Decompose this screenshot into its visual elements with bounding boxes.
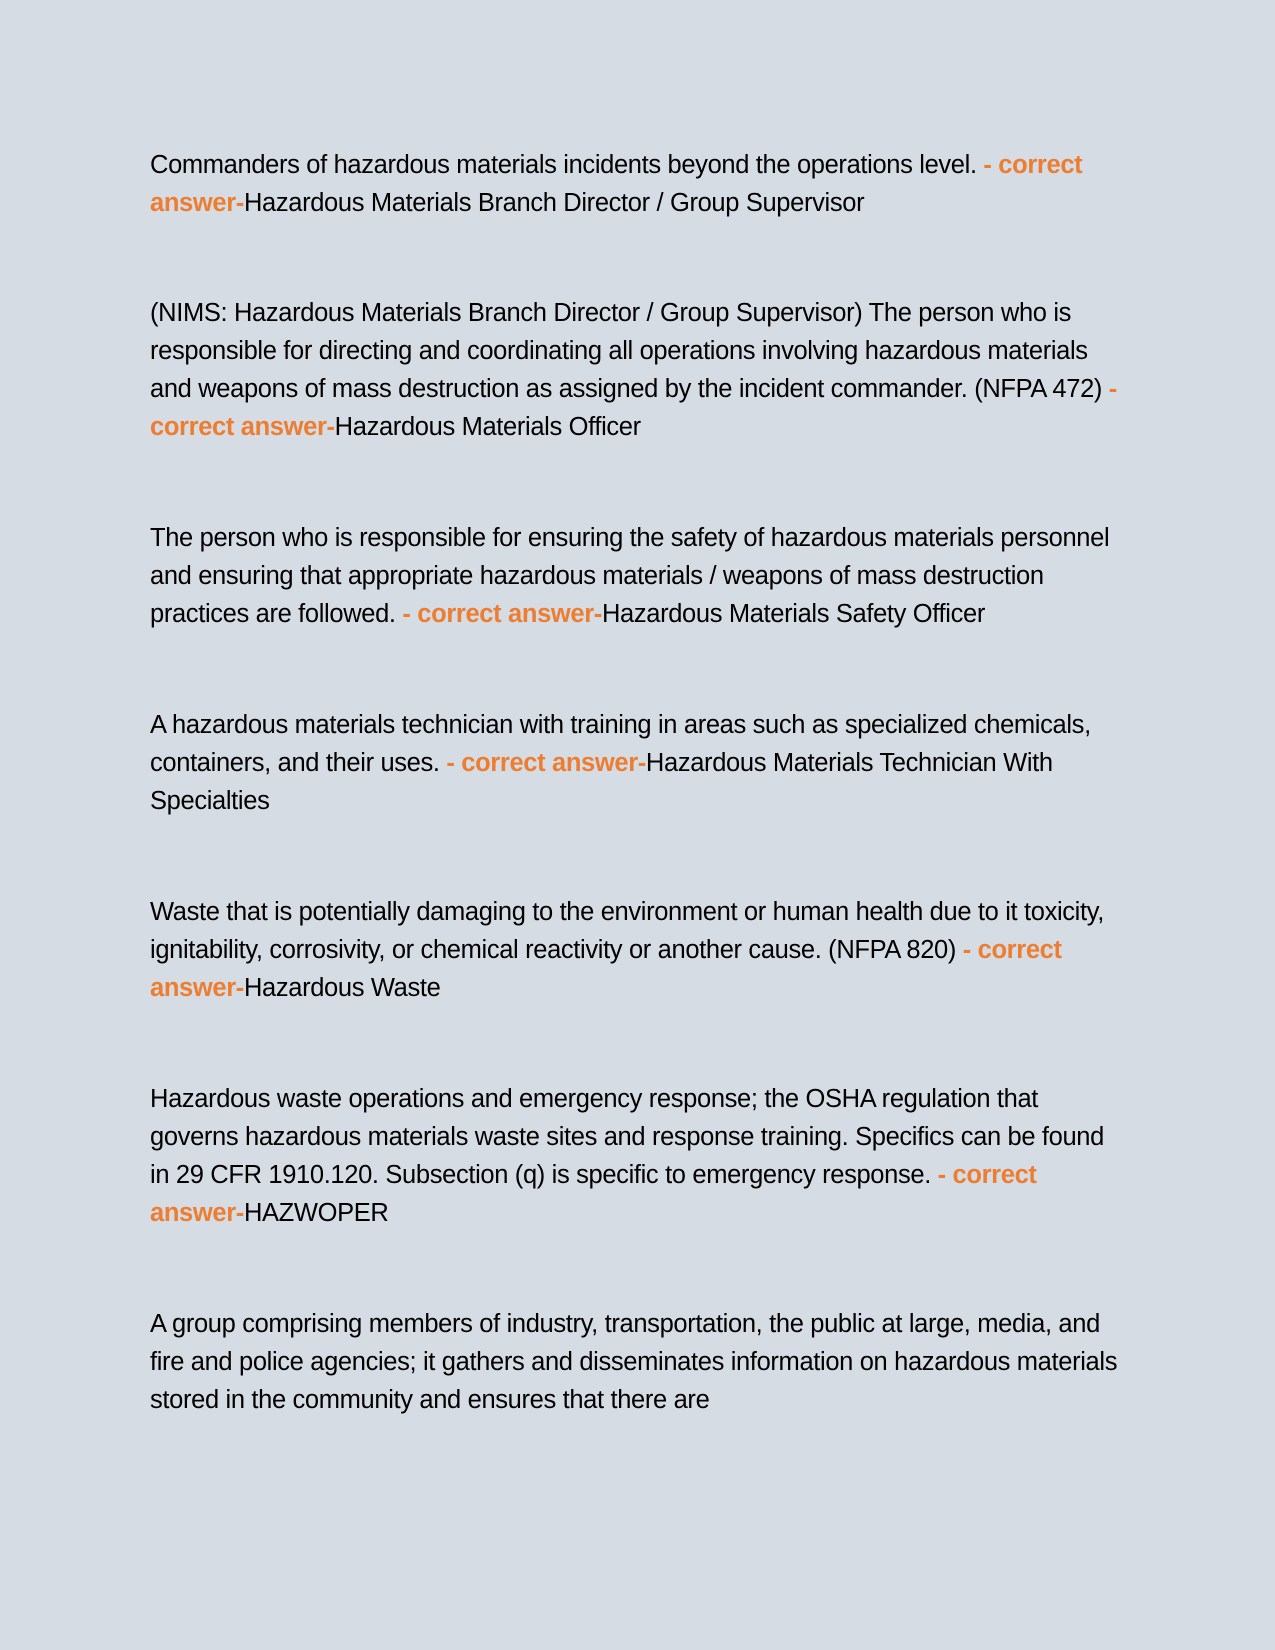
question-text: A hazardous materials technician with training in areas such as specialized chemicals, containers, and their uses.: [150, 711, 1091, 777]
question-text: The person who is responsible for ensuring the safety of hazardous materials personnel and ensuring that appropriate hazardous materials / weapons of mass destruction practices are followed.: [150, 524, 1110, 628]
qa-item: [150, 519, 1125, 633]
question-text: (NIMS: Hazardous Materials Branch Director / Group Supervisor) The person who is responsible for directing and coordinating all operations involving hazardous materials and weapons of mass destruction as assigned by the incident commander. (NFPA 472): [150, 299, 1109, 403]
correct-answer-label: - correct answer-: [150, 1161, 1037, 1227]
correct-answer-label: - correct answer-: [150, 375, 1117, 441]
answer-text: HAZWOPER: [243, 1199, 389, 1227]
correct-answer-label: - correct answer-: [150, 936, 1062, 1002]
qa-item: [150, 893, 1125, 1007]
answer-text: Hazardous Materials Technician With Specialties: [150, 749, 1053, 815]
question-text: Hazardous waste operations and emergency response; the OSHA regulation that governs hazardous materials waste sites and response training. Specifics can be found in 29 CFR 1910.120. Subsection (q) is specific to emergency response.: [150, 1085, 1104, 1189]
qa-item: [150, 294, 1125, 446]
correct-answer-label: - correct answer-: [402, 600, 602, 628]
correct-answer-label: - correct answer-: [150, 151, 1083, 217]
qa-item: [150, 706, 1125, 820]
answer-text: Hazardous Materials Branch Director / Group Supervisor: [243, 189, 865, 217]
qa-item: [150, 146, 1125, 222]
qa-item: [150, 1305, 1125, 1419]
answer-text: Hazardous Materials Officer: [334, 413, 641, 441]
question-text: A group comprising members of industry, transportation, the public at large, media, and fire and police agencies; it gathers and disseminates information on hazardous materials stored in the community and ensures that there are: [150, 1310, 1118, 1414]
question-text: Waste that is potentially damaging to the environment or human health due to it toxicity, ignitability, corrosivity, or chemical reactivity or another cause. (NFPA 820): [150, 898, 1104, 964]
question-text: Commanders of hazardous materials incidents beyond the operations level.: [150, 151, 984, 179]
answer-text: Hazardous Waste: [243, 974, 441, 1002]
correct-answer-label: - correct answer-: [446, 749, 646, 777]
qa-item: [150, 1080, 1125, 1232]
answer-text: Hazardous Materials Safety Officer: [601, 600, 985, 628]
